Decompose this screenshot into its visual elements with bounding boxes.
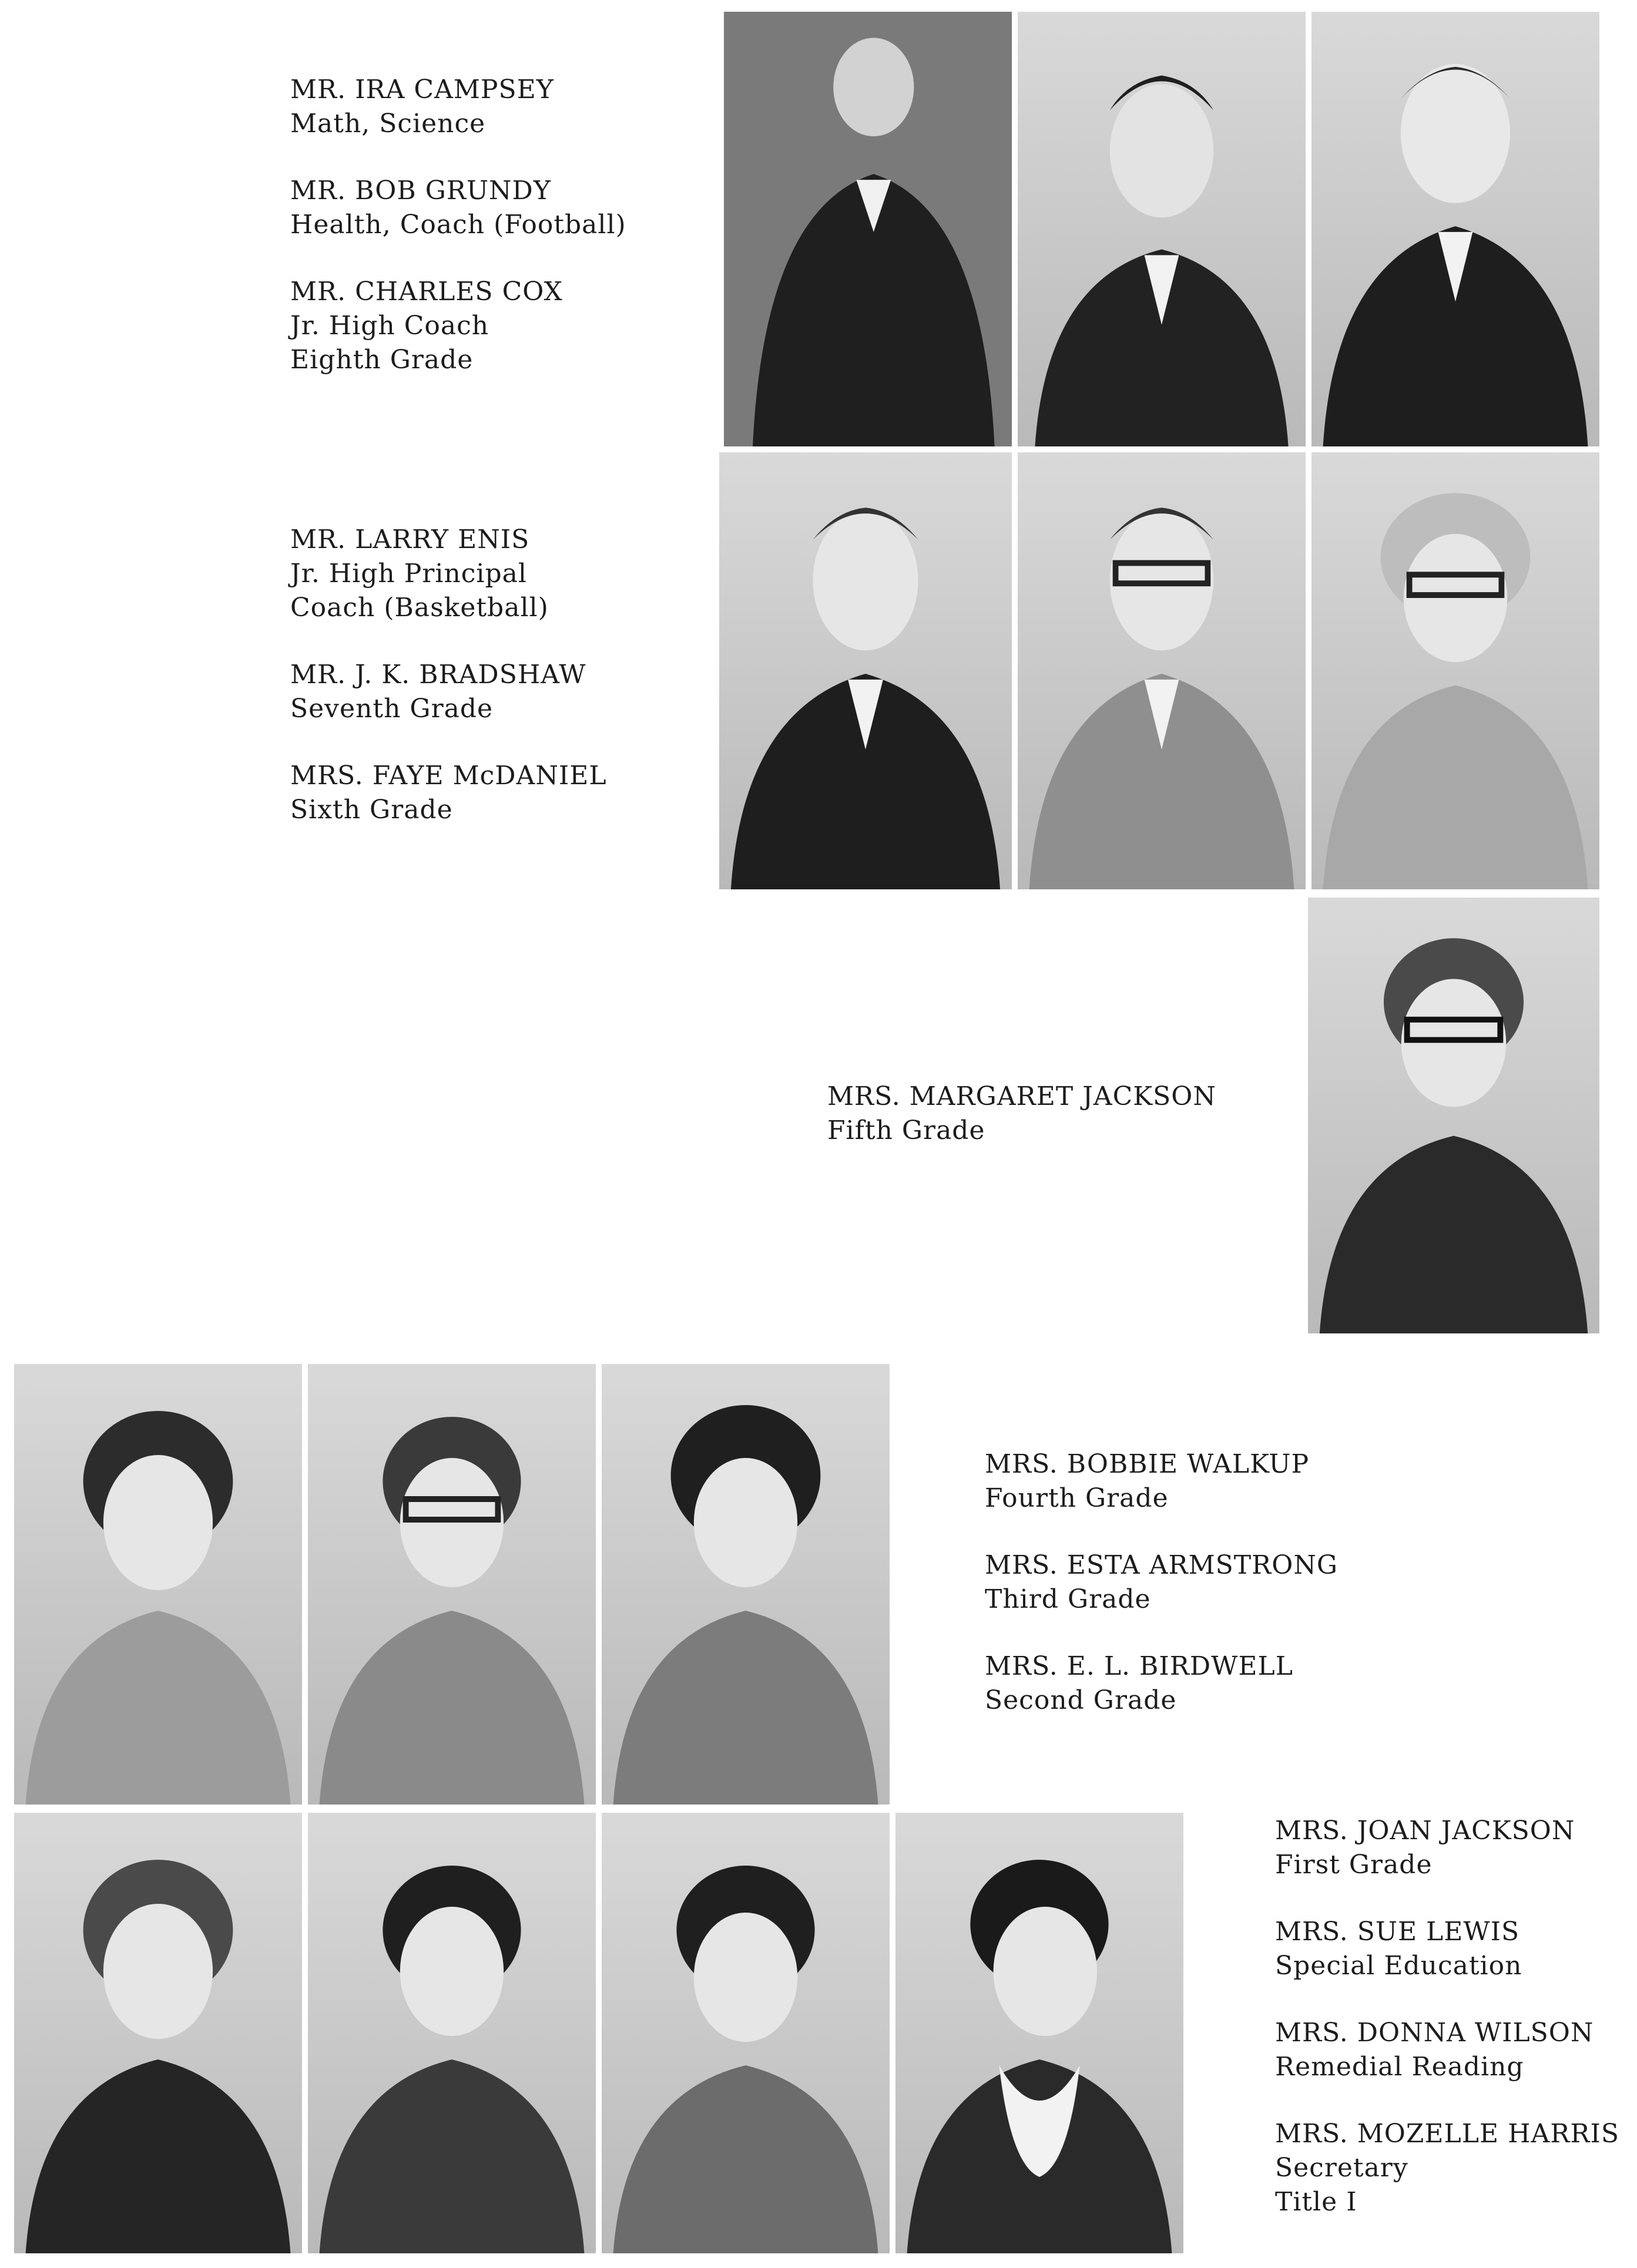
- staff-name: MRS. ESTA ARMSTRONG: [985, 1550, 1338, 1580]
- staff-entry: [290, 174, 626, 242]
- staff-name: MRS. SUE LEWIS: [1275, 1917, 1520, 1947]
- portrait-photo: [308, 1364, 596, 1805]
- staff-name: MRS. BOBBIE WALKUP: [985, 1449, 1310, 1479]
- caption-group: [827, 1080, 1216, 1181]
- staff-name: MR. BOB GRUNDY: [290, 176, 551, 206]
- staff-entry: [1275, 2016, 1619, 2084]
- staff-entry: [985, 1548, 1338, 1617]
- staff-entry: [985, 1649, 1338, 1718]
- staff-entry: [985, 1447, 1338, 1516]
- portrait-photo: [602, 1364, 890, 1805]
- staff-entry: [290, 523, 607, 625]
- staff-entry: [290, 73, 626, 141]
- staff-entry: [290, 658, 607, 726]
- staff-entry: [1275, 2117, 1619, 2219]
- staff-entry: [290, 759, 607, 827]
- staff-role: Sixth Grade: [290, 795, 453, 825]
- portrait-photo: [14, 1364, 302, 1805]
- staff-role: Remedial Reading: [1275, 2052, 1524, 2082]
- portrait-photo: [308, 1813, 596, 2253]
- staff-role: Special Education: [1275, 1951, 1522, 1981]
- staff-role: Second Grade: [985, 1685, 1177, 1715]
- portrait-photo: [724, 12, 1012, 446]
- portrait-photo: [14, 1813, 302, 2253]
- staff-name: MR. CHARLES COX: [290, 277, 563, 307]
- portrait-photo: [1308, 898, 1599, 1333]
- portrait-photo: [1018, 12, 1306, 446]
- staff-role: Fourth Grade: [985, 1483, 1169, 1513]
- caption-group: [290, 523, 607, 860]
- staff-entry: [1275, 1814, 1619, 1882]
- caption-group: [290, 73, 626, 410]
- staff-role: Seventh Grade: [290, 694, 494, 724]
- staff-name: MRS. MOZELLE HARRIS: [1275, 2119, 1620, 2149]
- portrait-photo: [602, 1813, 890, 2253]
- staff-name: MRS. MARGARET JACKSON: [827, 1081, 1216, 1111]
- staff-role: Title I: [1275, 2187, 1357, 2217]
- staff-name: MRS. DONNA WILSON: [1275, 2018, 1594, 2048]
- staff-role: Math, Science: [290, 109, 486, 139]
- caption-group: [985, 1447, 1338, 1750]
- staff-role: Eighth Grade: [290, 345, 474, 375]
- staff-role: Jr. High Coach: [290, 311, 489, 341]
- staff-name: MRS. JOAN JACKSON: [1275, 1816, 1575, 1846]
- staff-entry: [1275, 1915, 1619, 1983]
- staff-name: MRS. E. L. BIRDWELL: [985, 1651, 1293, 1681]
- staff-role: Third Grade: [985, 1584, 1151, 1614]
- portrait-photo: [1311, 12, 1599, 446]
- portrait-photo: [1311, 452, 1599, 889]
- staff-role: Health, Coach (Football): [290, 210, 626, 240]
- staff-name: MR. IRA CAMPSEY: [290, 75, 554, 105]
- staff-name: MR. J. K. BRADSHAW: [290, 660, 586, 690]
- staff-name: MR. LARRY ENIS: [290, 525, 530, 555]
- staff-role: Jr. High Principal: [290, 559, 527, 589]
- portrait-photo: [1018, 452, 1306, 889]
- staff-name: MRS. FAYE McDANIEL: [290, 761, 607, 791]
- staff-role: First Grade: [1275, 1850, 1433, 1880]
- staff-entry: [290, 275, 626, 377]
- staff-role: Secretary: [1275, 2153, 1408, 2183]
- portrait-photo: [719, 452, 1012, 889]
- staff-role: Fifth Grade: [827, 1115, 985, 1145]
- portrait-photo: [895, 1813, 1183, 2253]
- staff-entry: [827, 1080, 1216, 1148]
- caption-group: [1275, 1814, 1619, 2252]
- staff-role: Coach (Basketball): [290, 593, 549, 623]
